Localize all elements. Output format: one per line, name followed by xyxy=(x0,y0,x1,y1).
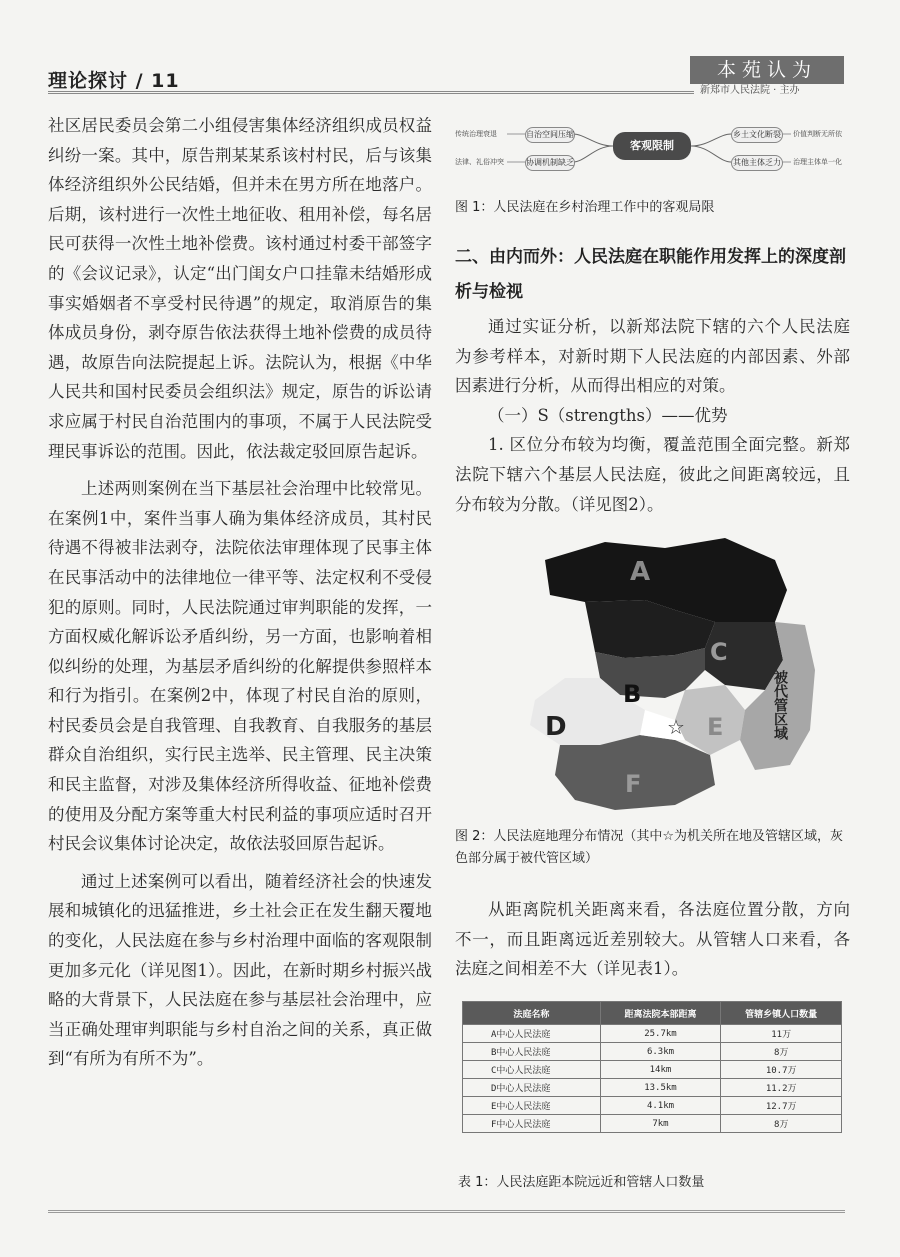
table-cell: E中心人民法庭 xyxy=(463,1097,601,1115)
figure-1-mindmap xyxy=(455,112,850,182)
table-row xyxy=(463,1061,842,1079)
table-row xyxy=(463,1025,842,1043)
body-paragraph: 1. 区位分布较为均衡，覆盖范围全面完整。新郑法院下辖六个基层人民法庭，彼此之间距离较远，且分布较为分散。（详见图2）。 xyxy=(455,435,850,514)
right-column-bottom xyxy=(455,895,850,984)
table-header-cell: 距离法院本部距离 xyxy=(600,1002,721,1025)
map-label-b: B xyxy=(623,680,642,708)
figure-1-caption: 图 1：人民法庭在乡村治理工作中的客观局限 xyxy=(455,200,715,215)
table-cell: 4.1km xyxy=(600,1097,721,1115)
figure-2-map xyxy=(525,530,820,820)
table-cell: 11.2万 xyxy=(721,1079,842,1097)
map-label-delegated: 被代管区域 xyxy=(772,670,788,740)
map-label-c: C xyxy=(710,638,728,666)
table-row xyxy=(463,1097,842,1115)
map-label-a: A xyxy=(630,557,651,587)
body-paragraph: 社区居民委员会第二小组侵害集体经济组织成员权益纠纷一案。其中，原告荆某某系该村村民，后与该集体经济组织外公民结婚，但并未在男方所在地落户。后期，该村进行一次性土地征收、租用补偿，每名居民可获得一次性土地补偿费。该村通过村委干部签字的《会议记录》，认定“出门闺女户口挂靠未结婚形成事实婚姻者不享受村民待遇”的规定，取消原告的集体成员身份，剥夺原告依法获得土地补偿费的成员待遇，故原告向法院提起上诉。法院认为，根据《中华人民共和国村民委员会组织法》规定，原告的诉讼请求应属于村民自治范围内的事项，不属于人民法院受理民事诉讼的范围。因此，依法裁定驳回原告起诉。 xyxy=(48,116,432,461)
table-cell: A中心人民法庭 xyxy=(463,1025,601,1043)
footer-divider xyxy=(48,1210,845,1213)
mindmap-leaf: 传统治理衰退 xyxy=(455,130,497,138)
table-cell: 7km xyxy=(600,1115,721,1133)
body-paragraph: 上述两则案例在当下基层社会治理中比较常见。在案例1中，案件当事人确为集体经济成员，其村民待遇不得被非法剥夺，法院依法审理体现了民事主体在民事活动中的法律地位一律平等、法定权利不受侵犯的原则。同时，人民法院通过审判职能的发挥，一方面权威化解诉讼矛盾纠纷，另一方面，也影响着相似纠纷的处理，为基层矛盾纠纷的化解提供参照样本和行为指引。在案例2中，体现了村民自治的原则，村民委员会是自我管理、自我教育、自我服务的基层群众自治组织，实行民主选举、民主管理、民主决策和民主监督，对涉及集体经济所得收益、征地补偿费的使用及分配方案等重大村民利益的事项应适时召开村民会议集体讨论决定，故依法驳回原告起诉。 xyxy=(48,479,432,854)
table-header-row xyxy=(463,1002,842,1025)
map-label-d: D xyxy=(545,712,567,742)
mindmap-node: 协调机制缺乏 xyxy=(525,155,575,171)
table-cell: 12.7万 xyxy=(721,1097,842,1115)
table-cell: 11万 xyxy=(721,1025,842,1043)
map-label-f: F xyxy=(625,770,642,798)
table-cell: D中心人民法庭 xyxy=(463,1079,601,1097)
table-header-cell: 法庭名称 xyxy=(463,1002,601,1025)
column-brand-badge: 本苑认为 xyxy=(690,56,844,84)
table-cell: 6.3km xyxy=(600,1043,721,1061)
table-cell: 14km xyxy=(600,1061,721,1079)
section-heading: 二、由内而外：人民法庭在职能作用发挥上的深度剖析与检视 xyxy=(455,247,846,302)
table-1 xyxy=(462,1001,842,1133)
mindmap-leaf: 价值判断无所依 xyxy=(793,130,842,138)
table-cell: B中心人民法庭 xyxy=(463,1043,601,1061)
body-paragraph: 通过实证分析，以新郑法院下辖的六个人民法庭为参考样本，对新时期下人民法庭的内部因素、外部因素进行分析，从而得出相应的对策。 xyxy=(455,317,850,396)
body-paragraph: 通过上述案例可以看出，随着经济社会的快速发展和城镇化的迅猛推进，乡土社会正在发生翻天覆地的变化，人民法庭在参与乡村治理中面临的客观限制更加多元化（详见图1）。因此，在新时期乡村振兴战略的大背景下，人民法庭在参与基层社会治理中，应当正确处理审判职能与乡村自治之间的关系，真正做到“有所为有所不为”。 xyxy=(48,871,432,1069)
mindmap-center-node: 客观限制 xyxy=(613,132,691,160)
subsection-heading: （一）S（strengths）——优势 xyxy=(488,405,728,425)
table-header-cell: 管辖乡镇人口数量 xyxy=(721,1002,842,1025)
figure-2-caption: 图 2：人民法庭地理分布情况（其中☆为机关所在地及管辖区域，灰色部分属于被代管区域） xyxy=(455,829,844,866)
table-cell: 10.7万 xyxy=(721,1061,842,1079)
left-column xyxy=(48,111,432,1074)
mindmap-leaf: 治理主体单一化 xyxy=(793,158,842,166)
table-cell: C中心人民法庭 xyxy=(463,1061,601,1079)
table-cell: F中心人民法庭 xyxy=(463,1115,601,1133)
mindmap-node: 自治空间压缩 xyxy=(525,127,575,143)
court-seat-star-icon: ☆ xyxy=(667,715,685,739)
table-row xyxy=(463,1115,842,1133)
table-1-caption: 表 1：人民法庭距本院远近和管辖人口数量 xyxy=(458,1175,705,1190)
page-header-title: 理论探讨 / 11 xyxy=(48,70,180,92)
mindmap-leaf: 法律、礼俗冲突 xyxy=(455,158,504,166)
table-row xyxy=(463,1079,842,1097)
table-cell: 8万 xyxy=(721,1043,842,1061)
mindmap-node: 乡土文化断裂 xyxy=(731,127,783,143)
mindmap-node: 其他主体乏力 xyxy=(731,155,783,171)
table-row xyxy=(463,1043,842,1061)
map-label-e: E xyxy=(707,713,724,741)
right-column-top xyxy=(455,312,850,519)
table-cell: 13.5km xyxy=(600,1079,721,1097)
body-paragraph: 从距离院机关距离来看，各法庭位置分散，方向不一，而且距离远近差别较大。从管辖人口来看，各法庭之间相差不大（详见表1）。 xyxy=(455,900,850,979)
table-cell: 8万 xyxy=(721,1115,842,1133)
column-brand-subtitle: 新郑市人民法院 · 主办 xyxy=(694,85,860,97)
table-cell: 25.7km xyxy=(600,1025,721,1043)
